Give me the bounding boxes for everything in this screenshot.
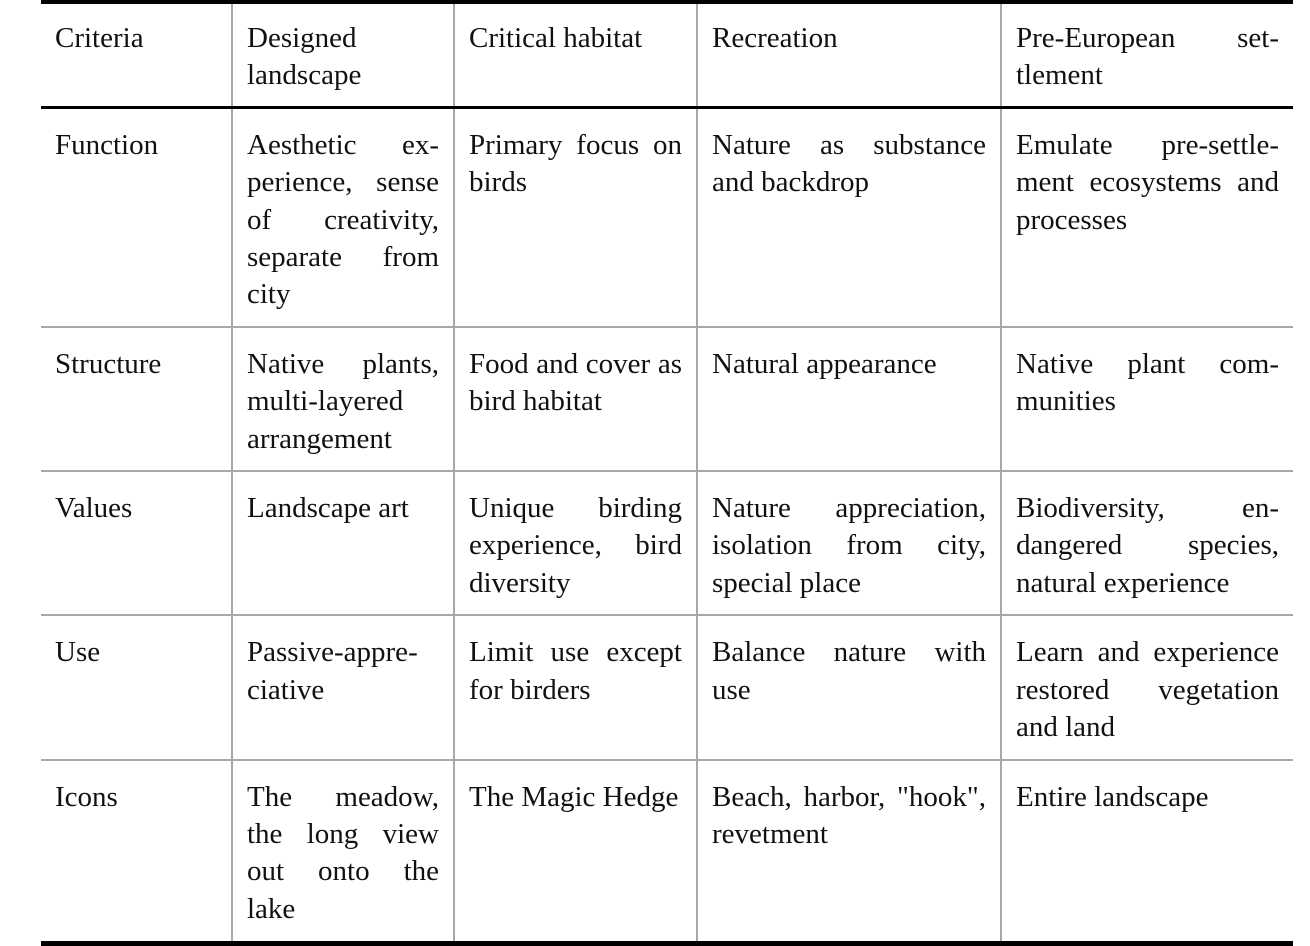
criteria-comparison-table <box>41 0 1293 946</box>
header-pre-european-settlement: Pre-European settlement <box>1001 2 1293 107</box>
table-cell: Natural appearance <box>697 327 1001 471</box>
table-row <box>41 327 1293 471</box>
table-cell: Passive-appreciative <box>232 615 454 759</box>
row-label-structure: Structure <box>41 327 232 471</box>
table-cell: Aesthetic experience, sense of creativity, separate from city <box>232 107 454 327</box>
table-cell: Entire landscape <box>1001 760 1293 944</box>
row-label-use: Use <box>41 615 232 759</box>
header-critical-habitat: Critical habitat <box>454 2 697 107</box>
table-cell: Nature as substance and backdrop <box>697 107 1001 327</box>
table-cell: Nature appreciation, isolation from city, special place <box>697 471 1001 615</box>
table-cell: Balance nature with use <box>697 615 1001 759</box>
table-cell: Unique birding experience, bird diversity <box>454 471 697 615</box>
table-cell: Emulate pre-settlement ecosystems and processes <box>1001 107 1293 327</box>
table-cell: Learn and experience restored vegetation and land <box>1001 615 1293 759</box>
header-row <box>41 2 1293 107</box>
table-cell: Landscape art <box>232 471 454 615</box>
table-cell: Limit use except for birders <box>454 615 697 759</box>
header-criteria: Criteria <box>41 2 232 107</box>
table-cell: Native plant communities <box>1001 327 1293 471</box>
table-cell: Primary focus on birds <box>454 107 697 327</box>
table-cell: The Magic Hedge <box>454 760 697 944</box>
row-label-values: Values <box>41 471 232 615</box>
table-cell: Biodiversity, endangered species, natural experience <box>1001 471 1293 615</box>
row-label-icons: Icons <box>41 760 232 944</box>
table-cell: Native plants, multi-layered arrangement <box>232 327 454 471</box>
header-recreation: Recreation <box>697 2 1001 107</box>
table-row <box>41 107 1293 327</box>
table-cell: The meadow, the long view out onto the lake <box>232 760 454 944</box>
table-cell: Food and cover as bird habitat <box>454 327 697 471</box>
table-row <box>41 760 1293 944</box>
header-designed-landscape: Designed landscape <box>232 2 454 107</box>
table-cell: Beach, harbor, "hook", revetment <box>697 760 1001 944</box>
table-row <box>41 615 1293 759</box>
table-row <box>41 471 1293 615</box>
row-label-function: Function <box>41 107 232 327</box>
